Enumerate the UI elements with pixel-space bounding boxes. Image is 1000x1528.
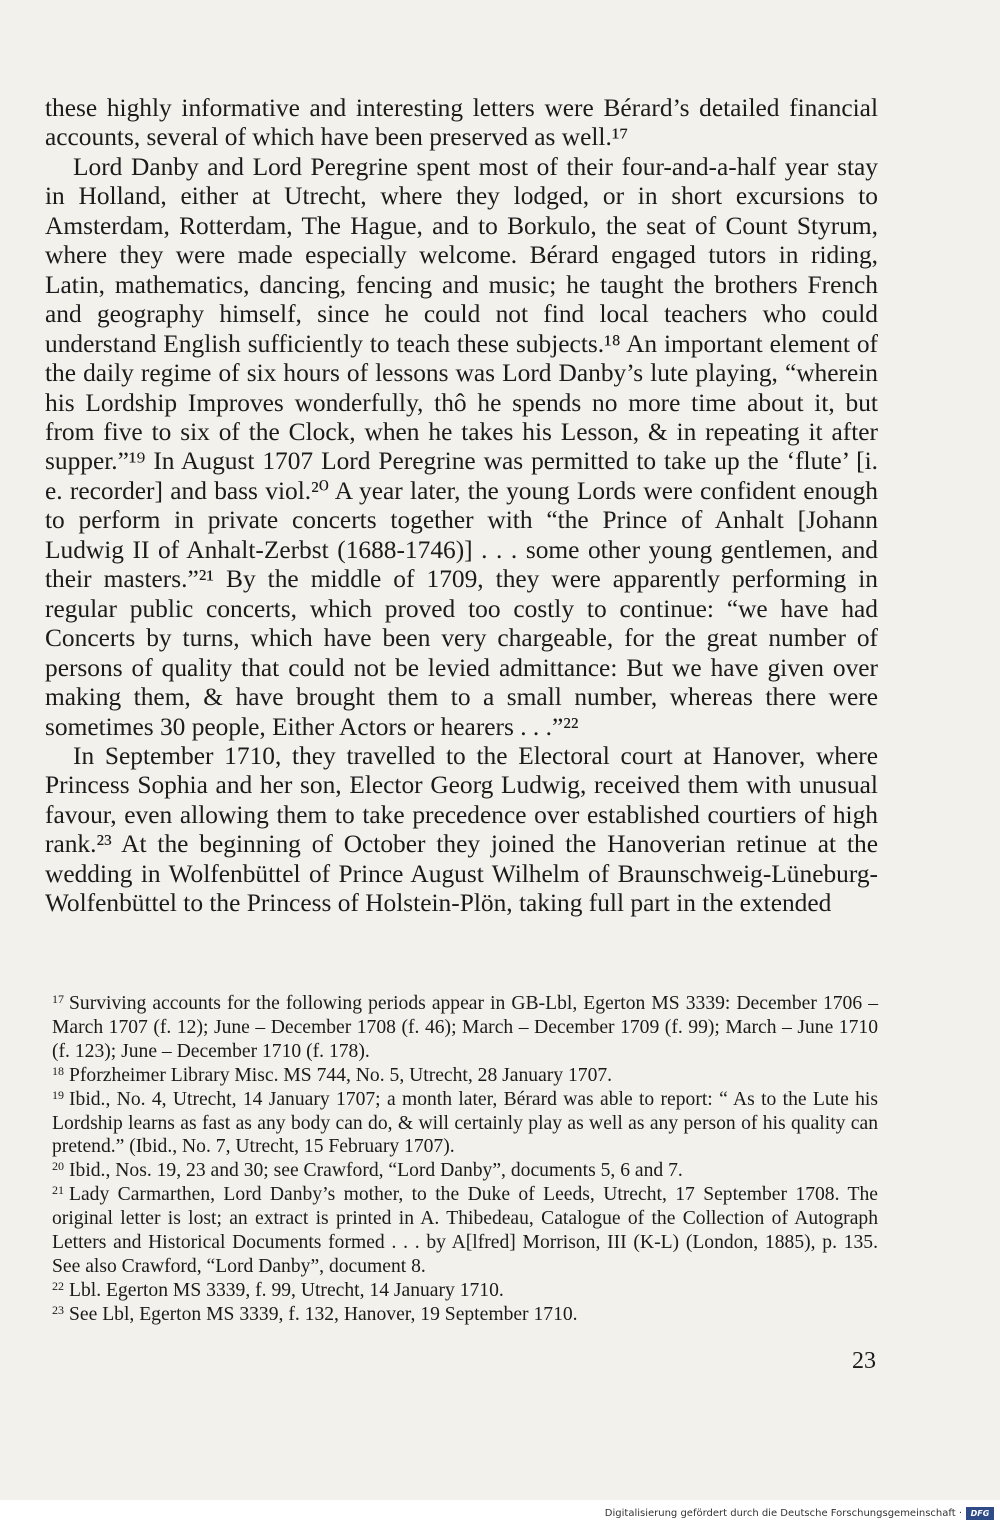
footnote-number: 20 <box>52 1159 64 1174</box>
footnote-20 <box>52 1159 878 1183</box>
footnote-number: 21 <box>52 1183 64 1198</box>
digitization-footer <box>0 1500 1000 1528</box>
footnote-18 <box>52 1064 878 1088</box>
paragraph-continuation: these highly informative and interesting letters were Bérard’s detailed financial accounts, several of which have been preserved as well.¹⁷ <box>45 94 878 152</box>
footnote-number: 18 <box>52 1063 64 1078</box>
footnote-22 <box>52 1279 878 1303</box>
footnote-text: Lbl. Egerton MS 3339, f. 99, Utrecht, 14 January 1710. <box>69 1279 504 1301</box>
footnote-21 <box>52 1183 878 1279</box>
footnotes <box>52 992 878 1327</box>
footnote-number: 19 <box>52 1087 64 1102</box>
footnote-19 <box>52 1088 878 1160</box>
paragraph-hanover: In September 1710, they travelled to the Electoral court at Hanover, where Princess Sophia and her son, Elector Georg Ludwig, received them with unusual favour, even allowing them to take precedence over established courtiers of high rank.²³ At the beginning of October they joined the Hanoverian retinue at the wedding in Wolfenbüttel of Prince August Wilhelm of Braunschweig-Lüneburg-Wolfenbüttel to the Princess of Holstein-Plön, taking full part in the extended <box>45 741 878 918</box>
footnote-text: Pforzheimer Library Misc. MS 744, No. 5, Utrecht, 28 January 1707. <box>69 1064 613 1086</box>
page-number: 23 <box>852 1348 876 1374</box>
footnote-number: 17 <box>52 992 64 1006</box>
footnote-23 <box>52 1303 878 1327</box>
footnote-text: Ibid., Nos. 19, 23 and 30; see Crawford, “Lord Danby”, documents 5, 6 and 7. <box>69 1160 683 1182</box>
footnote-text: Ibid., No. 4, Utrecht, 14 January 1707; a month later, Bérard was able to report: “ As to the Lute his Lordship learns as fast as any body can do, & will certainly play as well as any person of his quality can pretend.” (Ibid., No. 7, Utrecht, 15 February 1707). <box>52 1088 878 1158</box>
paragraph-holland-stay: Lord Danby and Lord Peregrine spent most of their four-and-a-half year stay in Holland, either at Utrecht, where they lodged, or in short excursions to Amsterdam, Rotterdam, The Hague, and to Borkulo, the seat of Count Styrum, where they were made especially welcome. Bérard engaged tutors in riding, Latin, mathematics, dancing, fencing and music; he taught the brothers French and geography himself, since he could not find local teachers who could understand English sufficiently to teach these subjects.¹⁸ An important element of the daily regime of six hours of lessons was Lord Danby’s lute playing, “wherein his Lordship Improves wonderfully, thô he spends no more time about it, but from five to six of the Clock, when he takes his Lesson, & in repeating it after supper.”¹⁹ In August 1707 Lord Peregrine was permitted to take up the ‘flute’ [i. e. recorder] and bass viol.²⁰ A year later, the young Lords were confident enough to perform in private concerts together with “the Prince of Anhalt [Johann Ludwig II of Anhalt-Zerbst (1688-1746)] . . . some other young gentlemen, and their masters.”²¹ By the middle of 1709, they were apparently performing in regular public concerts, which proved too costly to continue: “we have had Concerts by turns, which have been very chargeable, for the great number of persons of quality that could not be levied admittance: But we have given over making them, & have brought them to a small number, whereas there were sometimes 30 people, Either Actors or hearers . . .”²² <box>45 152 878 741</box>
main-text <box>45 94 878 919</box>
footnote-number: 22 <box>52 1278 64 1293</box>
footnote-17 <box>52 992 878 1064</box>
dfg-logo-icon: DFG <box>966 1507 994 1520</box>
funding-credit: Digitalisierung gefördert durch die Deutsche Forschungsgemeinschaft · <box>604 1508 962 1519</box>
footnote-text: See Lbl, Egerton MS 3339, f. 132, Hanover, 19 September 1710. <box>69 1303 578 1325</box>
footnote-number: 23 <box>52 1302 64 1317</box>
footnote-text: Lady Carmarthen, Lord Danby’s mother, to the Duke of Leeds, Utrecht, 17 September 1708. The original letter is lost; an extract is printed in A. Thibedeau, Catalogue of the Collection of Autograph Letters and Historical Documents formed . . . by A[lfred] Morrison, III (K-L) (London, 1885), p. 135. See also Crawford, “Lord Danby”, document 8. <box>52 1184 878 1277</box>
footnote-text: Surviving accounts for the following periods appear in GB-Lbl, Egerton MS 3339: December 1706 – March 1707 (f. 12); June – December 1708 (f. 46); March – December 1709 (f. 99); March – June 1710 (f. 123); June – December 1710 (f. 178). <box>52 993 878 1062</box>
